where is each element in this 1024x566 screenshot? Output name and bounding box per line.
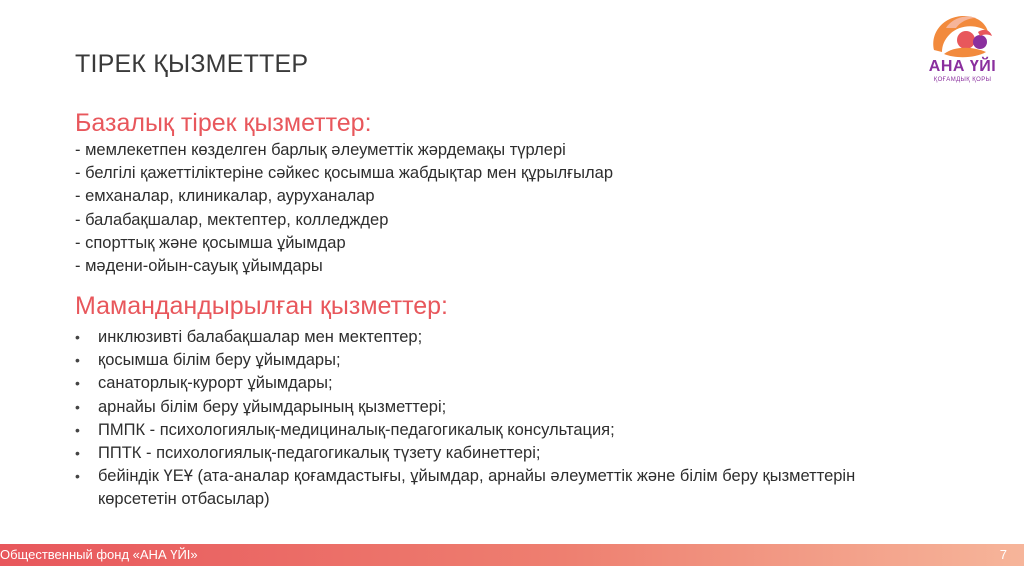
list-item: - мәдени-ойын-сауық ұйымдары xyxy=(75,257,323,276)
specialized-services-list xyxy=(75,326,925,512)
list-item xyxy=(75,372,925,395)
logo-subtitle: ҚОҒАМДЫҚ ҚОРЫ xyxy=(933,77,992,83)
specialized-services-heading: Мамандандырылған қызметтер: xyxy=(75,292,448,320)
list-item: - емханалар, клиникалар, ауруханалар xyxy=(75,187,375,206)
slide-title: ТІРЕК ҚЫЗМЕТТЕР xyxy=(75,50,309,78)
list-item-text: инклюзивті балабақшалар мен мектептер; xyxy=(98,328,423,346)
basic-services-list xyxy=(75,139,613,278)
bullet-icon: • xyxy=(75,421,80,438)
list-item: - спорттық және қосымша ұйымдар xyxy=(75,233,346,252)
basic-services-heading: Базалық тірек қызметтер: xyxy=(75,109,372,137)
footer-text: Общественный фонд «АНА ҮЙІ» xyxy=(0,547,198,562)
bullet-icon: • xyxy=(75,398,80,415)
list-item xyxy=(75,326,925,349)
list-item xyxy=(75,465,925,511)
list-item: - мемлекетпен көзделген барлық әлеуметтік жәрдемақы түрлері xyxy=(75,141,566,159)
list-item-text: санаторлық-курорт ұйымдары; xyxy=(98,374,333,393)
list-item-text: қосымша білім беру ұйымдары; xyxy=(98,351,341,370)
list-item-text: арнайы білім беру ұйымдарының қызметтері; xyxy=(98,397,447,416)
list-item-text: бейіндік ҮЕҰ (ата-аналар қоғамдастығы, ұйымдар, арнайы әлеуметтік және білім беру қызметтерін көрсететін отбасылар) xyxy=(98,467,856,509)
logo-name: АНА ҮЙІ xyxy=(928,58,997,75)
logo xyxy=(920,10,1005,90)
bullet-icon: • xyxy=(75,445,80,462)
bullet-icon: • xyxy=(75,352,80,369)
bullet-icon: • xyxy=(75,375,80,392)
bullet-icon: • xyxy=(75,329,80,345)
footer-bar xyxy=(0,544,1024,566)
list-item xyxy=(75,442,925,465)
list-item xyxy=(75,349,925,372)
list-item-text: ПМПК - психологиялық-медициналық-педагогикалық консультация; xyxy=(98,420,615,439)
list-item: - балабақшалар, мектептер, колледждер xyxy=(75,210,389,229)
list-item xyxy=(75,419,925,442)
page-number: 7 xyxy=(999,547,1007,562)
list-item-text: ППТК - психологиялық-педагогикалық түзету кабинеттері; xyxy=(98,444,541,463)
list-item: - белгілі қажеттіліктеріне сәйкес қосымша жабдықтар мен құрылғылар xyxy=(75,164,614,183)
bullet-icon: • xyxy=(75,468,80,485)
list-item xyxy=(75,396,925,419)
logo-emblem-icon xyxy=(920,10,1005,60)
